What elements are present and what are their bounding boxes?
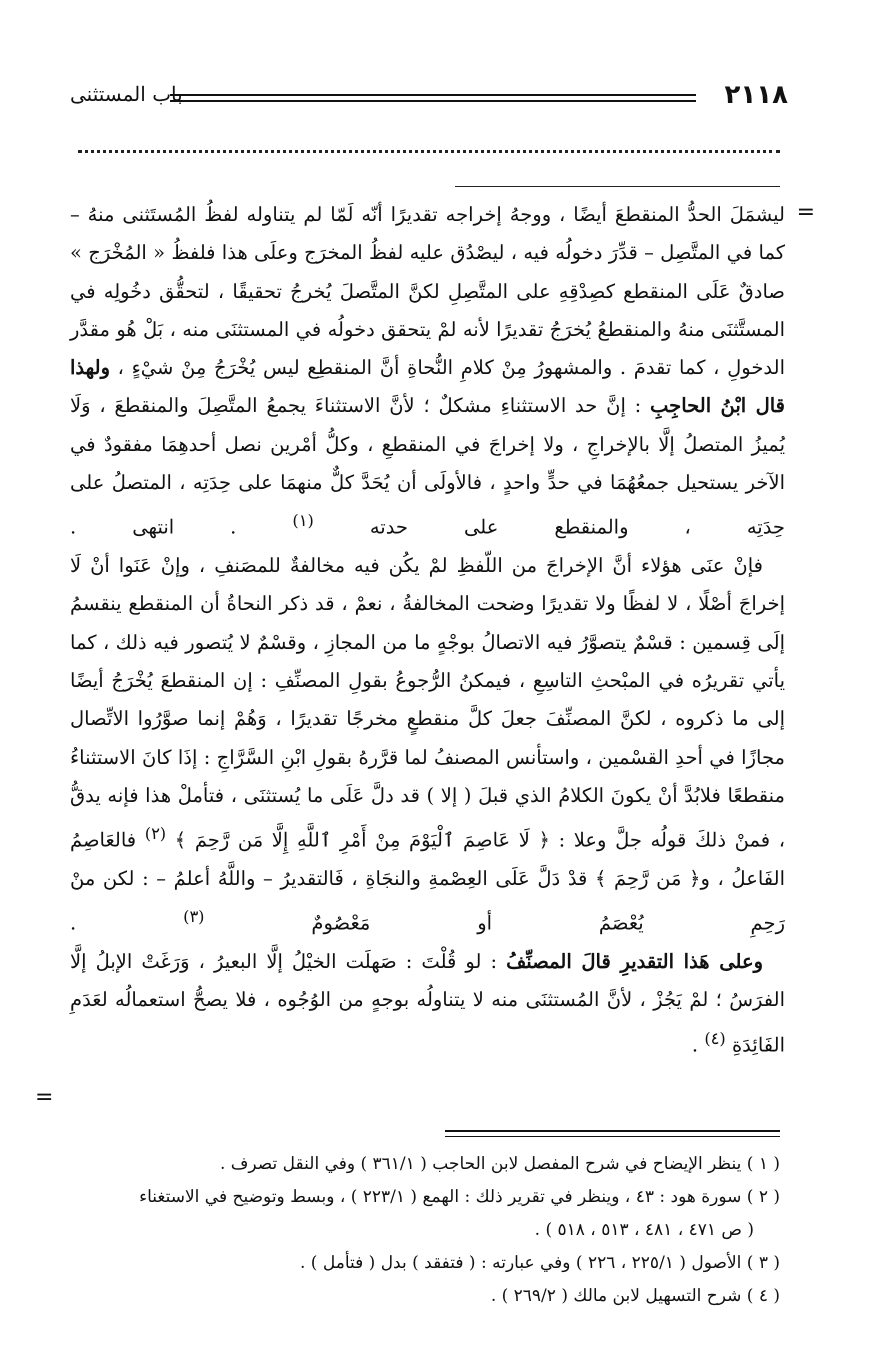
paragraph-1: ليشمَلَ الحدُّ المنقطعَ أيضًا ، ووجهُ إخراجه تقديرًا أنّه لَمّا لم يتناوله لفظُ المُستَثنى منهُ – كما في المتَّصِل – قدِّرَ دخولُه فيه ، ليصْدُق عليه لفظُ المخرَج وعلَى هذا فلفظُ « المُخْرَج » صادقٌ عَلَى المنقطع كصِدْقِهِ على المتَّصِلِ لكنَّ المتَّصلَ يُخرجُ تحقيقًا ، لتحقُّق دخُولِه في المستَّثنَى منهُ والمنقطعُ يُخرَجُ تقديرًا لأنه لمْ يتحقق دخولُه في المستثنَى منه ، بَلْ هُو مقدَّر الدخولِ ، كما تقدمَ . والمشهورُ مِنْ كلامِ النُّحاةِ أنَّ المنقطِع ليس يُخْرَجُ مِنْ شيْءٍ ، ولهذا قال ابْنُ الحاجِبِ : إنَّ حد الاستثناءِ مشكلٌ ؛ لأنَّ الاستثناءَ يجمعُ المتَّصِلَ والمنقطعَ ، وَلَا يُميزُ المتصلُ إلَّا بالإخراجِ ، ولا إخراجَ في المنقطعِ ، وكلُّ أمْرين نصل أحدهِمَا مفقودٌ في الآخر يستحيل جمعُهُمَا في حدٍّ واحدٍ ، فالأولَى أن يُحَدَّ كلٌّ منهمَا على حِدَتِه ، المتصلُ على حِدَتِه ، والمنقطع على حدته $^{(١)}$ . انتهى . [70, 203, 785, 539]
bold-phrase: ولهذا قال ابْنُ الحاجِبِ [70, 356, 785, 418]
footnote-3: ( ٣ ) الأصول ( ٢٢٥/١ ، ٢٢٦ ) وفي عبارته : ( فتفقد ) بدل ( فتأمل ) . [300, 1253, 780, 1273]
footnote-ref-4: (٤) [704, 1028, 726, 1048]
footnote-rule [445, 1130, 780, 1137]
continuation-mark-bottom: = [35, 1085, 54, 1110]
footnote-1: ( ١ ) ينظر الإيضاح في شرح المفصل لابن الحاجب ( ٣٦١/١ ) وفي النقل تصرف . [219, 1154, 780, 1174]
footnote-ref-1: (١) [292, 511, 314, 531]
footnote-2: ( ٢ ) سورة هود : ٤٣ ، وينظر في تقرير ذلك : الهمع ( ٢٢٣/١ ) ، وبسط وتوضيح في الاستغناء [139, 1187, 780, 1207]
paragraph-3: وعلى هَذا التقديرِ قالَ المصنِّفُ : لو قُلْتَ : صَهلَت الخيْلُ إلَّا البعيرُ ، وَرَغَتْ الإبلُ إلَّا الفرَسُ ؛ لمْ يَجُزْ ، لأنَّ المُستثنَى منه لا يتناولُه بوجهٍ من الوُجُوه ، فلا يصحُّ استعمالُه لعَدَمِ الفَائِدَةِ $^{(٤)}$ . [70, 950, 785, 1057]
dotted-separator [78, 150, 780, 159]
page-header [70, 80, 788, 120]
main-text [70, 196, 785, 1065]
bold-phrase: وعلى هَذا التقديرِ قالَ المصنِّفُ [506, 950, 763, 974]
footnote-ref-2: (٢) [144, 824, 167, 844]
quran-quote-1: ﴿ لَا عَاصِمَ ٱلْيَوْمَ مِنْ أَمْرِ ٱللَّهِ إِلَّا مَن رَّحِمَ ﴾ [174, 828, 550, 852]
footnote-ref-3: (٣) [183, 907, 205, 927]
header-double-rule [170, 94, 696, 102]
footnote-4: ( ٤ ) شرح التسهيل لابن مالك ( ٢٦٩/٢ ) . [490, 1286, 780, 1306]
quran-quote-2: ﴿ مَن رَّحِمَ ﴾ [595, 867, 701, 891]
continuation-mark-top: = [796, 200, 815, 225]
footnotes [70, 1148, 780, 1313]
footnote-2-continuation: ( ص ٤٧١ ، ٤٨١ ، ٥١٣ ، ٥١٨ ) . [534, 1220, 754, 1240]
paragraph-2: فإنْ عنَى هؤلاء أنَّ الإخراجَ من اللّفظِ لمْ يكُن فيه مخالفةٌ للمصَنفِ ، وإنْ عَنَوا أنْ لَا إخراجَ أصْلًا ، لا لفظًا ولا تقديرًا وضحت المخالفةُ ، نعمْ ، قد ذكر النحاةُ أن المنقطع ينقسمُ إلَى قِسمين : قسْمٌ يتصوَّرُ فيه الاتصالُ بوجْهٍ ما من المجازِ ، وقسْمٌ لا يُتصور فيه ذلك ، كما يأتي تقريرُه في المبْحثِ التاسِعِ ، فيمكنُ الرُّجوعُ بقولِ المصنِّفِ : إن المنقطعَ يُخْرَجُ أيضًا إلى ما ذكروه ، لكنَّ المصنِّفَ جعلَ كلَّ منقطعٍ مخرجًا تقديرًا ، وَهُمْ إنما صوَّرُوا الاتِّصال مجازًا في أحدِ القسْمين ، واستأنس المصنفُ لما قرَّرهُ بقولِ ابْنِ السَّرَّاجِ : إذَا كانَ الاستثناءُ منقطعًا فلابُدَّ أنْ يكونَ الكلامُ الذي قبلَ ( إلا ) قد دلَّ عَلَى ما يُستثنَى ، فتأملْ هذا فإنه يدقُّ ، فمنْ ذلكَ قولُه جلَّ وعلا : ﴿ لَا عَاصِمَ ٱلْيَوْمَ مِنْ أَمْرِ ٱللَّهِ إِلَّا مَن رَّحِمَ ﴾ $^{(٢)}$ فالعَاصِمُ الفَاعلُ ، و﴿ مَن رَّحِمَ ﴾ قدْ دَلَّ عَلَى العِصْمةِ والنجَاةِ ، فَالتقديرُ – واللَّهُ أعلمُ – : لكن منْ رَحِمِ يُعْصَمُ أو مَعْصُومٌ $^{(٣)}$ . [70, 554, 785, 935]
continuation-rule [455, 186, 780, 187]
page-number: ٢١١٨ [724, 80, 788, 110]
chapter-title: باب المستثنى [70, 82, 183, 106]
